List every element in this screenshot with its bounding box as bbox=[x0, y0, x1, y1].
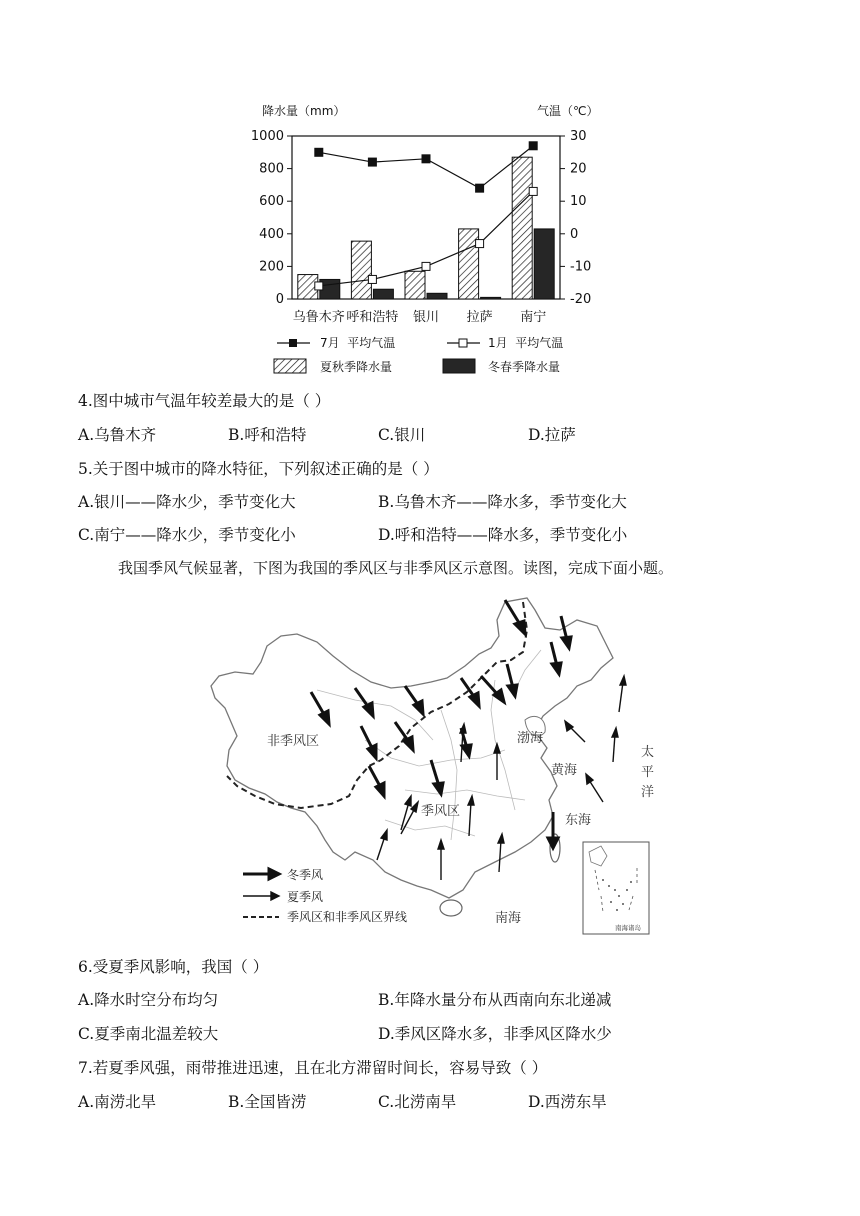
climate-chart bbox=[250, 95, 630, 385]
chart-x-labels bbox=[293, 309, 546, 325]
x-tick-label: 银川 bbox=[412, 310, 440, 325]
x-tick-label: 拉萨 bbox=[466, 310, 493, 325]
q6-option-b[interactable]: B.年降水量分布从西南向东北递减 bbox=[378, 991, 612, 1009]
legend-winter-swatch bbox=[443, 359, 475, 373]
jan-temp-point bbox=[368, 275, 376, 283]
bar-winter-spring bbox=[481, 297, 501, 299]
label-non-monsoon: 非季风区 bbox=[267, 734, 320, 749]
q4-option-d[interactable]: D.拉萨 bbox=[528, 426, 576, 444]
summer-arrow bbox=[619, 676, 626, 712]
left-tick-label: 400 bbox=[259, 226, 284, 242]
summer-arrow bbox=[586, 774, 603, 802]
legend-summer-label: 夏秋季降水量 bbox=[320, 360, 393, 374]
q7-option-a[interactable]: A.南涝北旱 bbox=[78, 1093, 157, 1111]
right-axis-label: 气温（℃） bbox=[537, 104, 599, 118]
right-tick-label: 20 bbox=[570, 161, 587, 177]
legend-summer-swatch bbox=[274, 359, 306, 373]
left-tick-label: 200 bbox=[259, 259, 284, 275]
label-south-sea: 南海 bbox=[495, 911, 522, 926]
label-inset: 南海诸岛 bbox=[615, 924, 641, 932]
legend-winter-monsoon: 冬季风 bbox=[287, 868, 324, 882]
map-legend bbox=[243, 867, 407, 924]
question-6: 6.受夏季风影响，我国（ ） bbox=[78, 958, 269, 976]
legend-july-marker bbox=[289, 339, 297, 347]
legend-jan-marker bbox=[459, 339, 467, 347]
chart-legend bbox=[274, 335, 563, 374]
monsoon-map bbox=[205, 590, 660, 940]
label-bohai: 渤海 bbox=[517, 731, 544, 746]
right-tick-label: -20 bbox=[570, 292, 592, 307]
label-pacific-3: 洋 bbox=[641, 785, 655, 800]
summer-arrow bbox=[565, 721, 585, 742]
july-temp-point bbox=[422, 155, 430, 163]
summer-arrow bbox=[612, 728, 618, 762]
question-5: 5.关于图中城市的降水特征，下列叙述正确的是（ ） bbox=[78, 460, 439, 478]
q5-option-d[interactable]: D.呼和浩特——降水多，季节变化小 bbox=[378, 526, 628, 544]
q6-option-c[interactable]: C.夏季南北温差较大 bbox=[78, 1025, 219, 1043]
bar-winter-spring bbox=[427, 293, 447, 299]
q5-option-b[interactable]: B.乌鲁木齐——降水多，季节变化大 bbox=[378, 493, 627, 511]
q5-option-c[interactable]: C.南宁——降水少，季节变化小 bbox=[78, 526, 296, 544]
right-tick-label: 30 bbox=[570, 129, 587, 144]
q5-option-a[interactable]: A.银川——降水少，季节变化大 bbox=[78, 493, 296, 511]
jan-temp-point bbox=[422, 262, 430, 270]
jan-temp-point bbox=[315, 282, 323, 290]
bar-winter-spring bbox=[534, 229, 554, 299]
question-4: 4.图中城市气温年较差最大的是（ ） bbox=[78, 392, 331, 410]
july-temp-point bbox=[368, 158, 376, 166]
chart-lines bbox=[315, 142, 537, 290]
bar-winter-spring bbox=[373, 289, 393, 299]
question-7: 7.若夏季风强，雨带推进迅速，且在北方滞留时间长，容易导致（ ） bbox=[78, 1059, 548, 1077]
legend-july-label: 7月 平均气温 bbox=[320, 336, 396, 350]
x-tick-label: 南宁 bbox=[520, 310, 547, 325]
bar-summer-autumn bbox=[405, 271, 425, 299]
legend-jan-label: 1月 平均气温 bbox=[488, 336, 564, 350]
south-china-sea-inset bbox=[583, 842, 649, 934]
q4-option-b[interactable]: B.呼和浩特 bbox=[228, 426, 307, 444]
left-tick-label: 1000 bbox=[250, 129, 284, 144]
legend-winter-label: 冬春季降水量 bbox=[488, 360, 561, 374]
label-yellow-sea: 黄海 bbox=[551, 763, 578, 778]
right-tick-label: 10 bbox=[570, 194, 587, 210]
chart-bars bbox=[298, 157, 554, 299]
left-axis-label: 降水量（mm） bbox=[262, 104, 346, 118]
left-tick-label: 0 bbox=[275, 292, 284, 307]
q6-option-a[interactable]: A.降水时空分布均匀 bbox=[78, 991, 219, 1009]
x-tick-label: 乌鲁木齐 bbox=[292, 310, 345, 325]
bar-summer-autumn bbox=[351, 241, 371, 299]
q4-option-c[interactable]: C.银川 bbox=[378, 426, 426, 444]
bar-summer-autumn bbox=[512, 157, 532, 299]
intro-text: 我国季风气候显著，下图为我国的季风区与非季风区示意图。读图，完成下面小题。 bbox=[118, 559, 674, 577]
q7-option-d[interactable]: D.西涝东旱 bbox=[528, 1093, 607, 1111]
jan-temp-point bbox=[476, 240, 484, 248]
legend-winter-arrow bbox=[243, 869, 279, 879]
july-temp-point bbox=[315, 148, 323, 156]
left-tick-label: 600 bbox=[259, 194, 284, 210]
label-pacific-2: 平 bbox=[641, 765, 655, 780]
july-temp-line bbox=[319, 146, 533, 188]
label-east-sea: 东海 bbox=[565, 813, 592, 828]
legend-summer-monsoon: 夏季风 bbox=[287, 890, 324, 904]
jan-temp-point bbox=[529, 187, 537, 195]
q7-option-c[interactable]: C.北涝南旱 bbox=[378, 1093, 457, 1111]
right-tick-label: 0 bbox=[570, 226, 579, 242]
july-temp-point bbox=[476, 184, 484, 192]
q6-option-d[interactable]: D.季风区降水多，非季风区降水少 bbox=[378, 1025, 612, 1043]
left-tick-label: 800 bbox=[259, 161, 284, 177]
label-monsoon: 季风区 bbox=[421, 804, 461, 819]
q4-option-a[interactable]: A.乌鲁木齐 bbox=[78, 426, 157, 444]
legend-boundary: 季风区和非季风区界线 bbox=[287, 910, 408, 924]
right-tick-label: -10 bbox=[570, 259, 592, 275]
x-tick-label: 呼和浩特 bbox=[346, 310, 399, 325]
hainan-island bbox=[440, 900, 462, 916]
label-pacific-1: 太 bbox=[641, 745, 655, 760]
legend-summer-arrow bbox=[243, 892, 279, 900]
july-temp-point bbox=[529, 142, 537, 150]
q7-option-b[interactable]: B.全国皆涝 bbox=[228, 1093, 307, 1111]
